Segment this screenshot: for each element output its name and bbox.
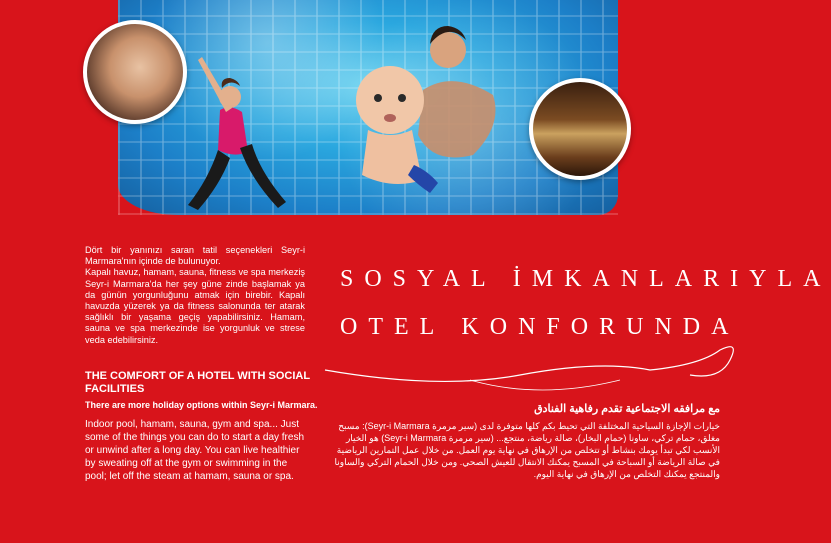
arabic-heading: مع مرافقه الاجتماعية تقدم رفاهية الفنادق	[534, 403, 720, 415]
title-line-2: OTEL KONFORUNDA	[340, 314, 740, 340]
turkish-text	[85, 245, 305, 346]
woman-figure	[188, 57, 286, 210]
turkish-paragraph-2: Kapalı havuz, hamam, sauna, fitness ve spa merkeziş Seyr-i Marmara'da her şey güne zinde başlamak ya da günün yorgunluğunu atmak için birebir. Kapalı havuzda yüzerek ya da fitness salonunda ter atarak sağlıklı bir yaşama geçiş yapabilirsiniz. Hamam, sauna ve spa merkezinde ise yorgunluk ve strese veda edebilirsiniz.	[85, 267, 305, 345]
arabic-body	[330, 420, 720, 480]
english-subheading: There are more holiday options within Seyr-i Marmara.	[85, 400, 318, 410]
turkish-paragraph-1: Dört bir yanınızı saran tatil seçenekleri Seyr-i Marmara'nın içinde de bulunuyor.	[85, 245, 305, 267]
man-figure	[418, 26, 496, 158]
english-heading: THE COMFORT OF A HOTEL WITH SOCIAL FACILITIES	[85, 370, 310, 395]
english-body	[85, 418, 310, 483]
arabic-body-text: خيارات الإجازة السياحية المختلفة التي تحيط بكم كلها متوفرة لدى (سير مرمرة Seyr-i Marmara): مسبح مغلق، حمام تركي، ساونا (حمام البخار)، صالة رياضة، منتجع... (سير مرمرة Seyr-i Marmara) هو الخيار الأنسب لكي تبدأ يومك بنشاط أو تتخلص من الإرهاق في نهاية يوم العمل. من خلال عمل التمارين الرياضية في صالة الرياضة أو السباحة في المسبح يمكنك الانتقال للعيش الصحي. ومن خلال الحمام التركي والساونا والمنتجع يمكنك التخلص من الإرهاق في نهاية اليوم.	[334, 421, 720, 479]
english-body-text: Indoor pool, hamam, sauna, gym and spa... Just some of the things you can do to start a day fresh or unwind after a long day. You can live healthier by sweating off at the gym or swimming in the pool; let off the steam at hamam, sauna or spa.	[85, 419, 305, 482]
decorative-swirl	[320, 330, 750, 410]
title-line-1: SOSYAL İMKANLARIYLA	[340, 266, 831, 292]
spa-massage-photo	[83, 20, 187, 124]
sauna-photo	[529, 78, 631, 180]
